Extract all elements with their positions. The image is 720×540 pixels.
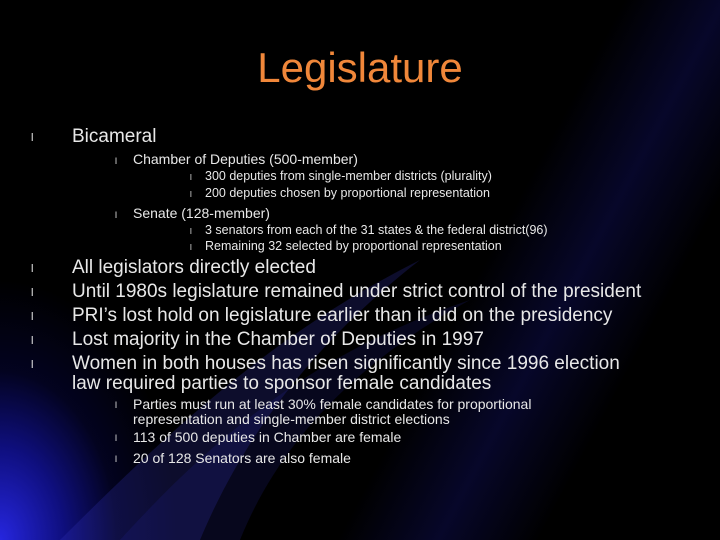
slide-title: Legislature xyxy=(257,44,463,91)
bullet-item: Women in both houses has risen significantly since 1996 election xyxy=(72,353,620,374)
bullet-icon: l xyxy=(31,335,34,347)
sub-bullet-item-continuation: representation and single-member district elections xyxy=(133,411,450,427)
bullet-item: Lost majority in the Chamber of Deputies in 1997 xyxy=(72,329,484,350)
bullet-icon: l xyxy=(31,132,34,144)
bullet-icon: l xyxy=(190,173,192,182)
sub-sub-bullet-item: 200 deputies chosen by proportional representation xyxy=(205,186,490,200)
sub-sub-bullet-item: 3 senators from each of the 31 states & the federal district(96) xyxy=(205,223,548,237)
bullet-item-continuation: law required parties to sponsor female candidates xyxy=(72,373,492,394)
bullet-icon: l xyxy=(115,400,117,410)
bullet-icon: l xyxy=(31,311,34,323)
bullet-icon: l xyxy=(31,263,34,275)
bullet-icon: l xyxy=(115,156,117,166)
bullet-icon: l xyxy=(115,210,117,220)
sub-bullet-item: 113 of 500 deputies in Chamber are female xyxy=(133,429,402,445)
bullet-item: All legislators directly elected xyxy=(72,257,316,278)
sub-bullet-item: Senate (128-member) xyxy=(133,205,270,221)
bullet-icon: l xyxy=(190,190,192,199)
sub-sub-bullet-item: Remaining 32 selected by proportional representation xyxy=(205,239,502,253)
bullet-icon: l xyxy=(190,227,192,236)
sub-bullet-item: Chamber of Deputies (500-member) xyxy=(133,151,358,167)
sub-bullet-item: 20 of 128 Senators are also female xyxy=(133,450,351,466)
sub-bullet-item: Parties must run at least 30% female candidates for proportional xyxy=(133,396,532,412)
bullet-item: Bicameral xyxy=(72,126,157,147)
bullet-icon: l xyxy=(115,454,117,464)
bullet-item: Until 1980s legislature remained under strict control of the president xyxy=(72,281,642,302)
bullet-icon: l xyxy=(31,287,34,299)
bullet-item: PRI’s lost hold on legislature earlier than it did on the presidency xyxy=(72,305,613,326)
bullet-icon: l xyxy=(190,243,192,252)
bullet-icon: l xyxy=(115,433,117,443)
sub-sub-bullet-item: 300 deputies from single-member districts (plurality) xyxy=(205,169,492,183)
bullet-icon: l xyxy=(31,359,34,371)
